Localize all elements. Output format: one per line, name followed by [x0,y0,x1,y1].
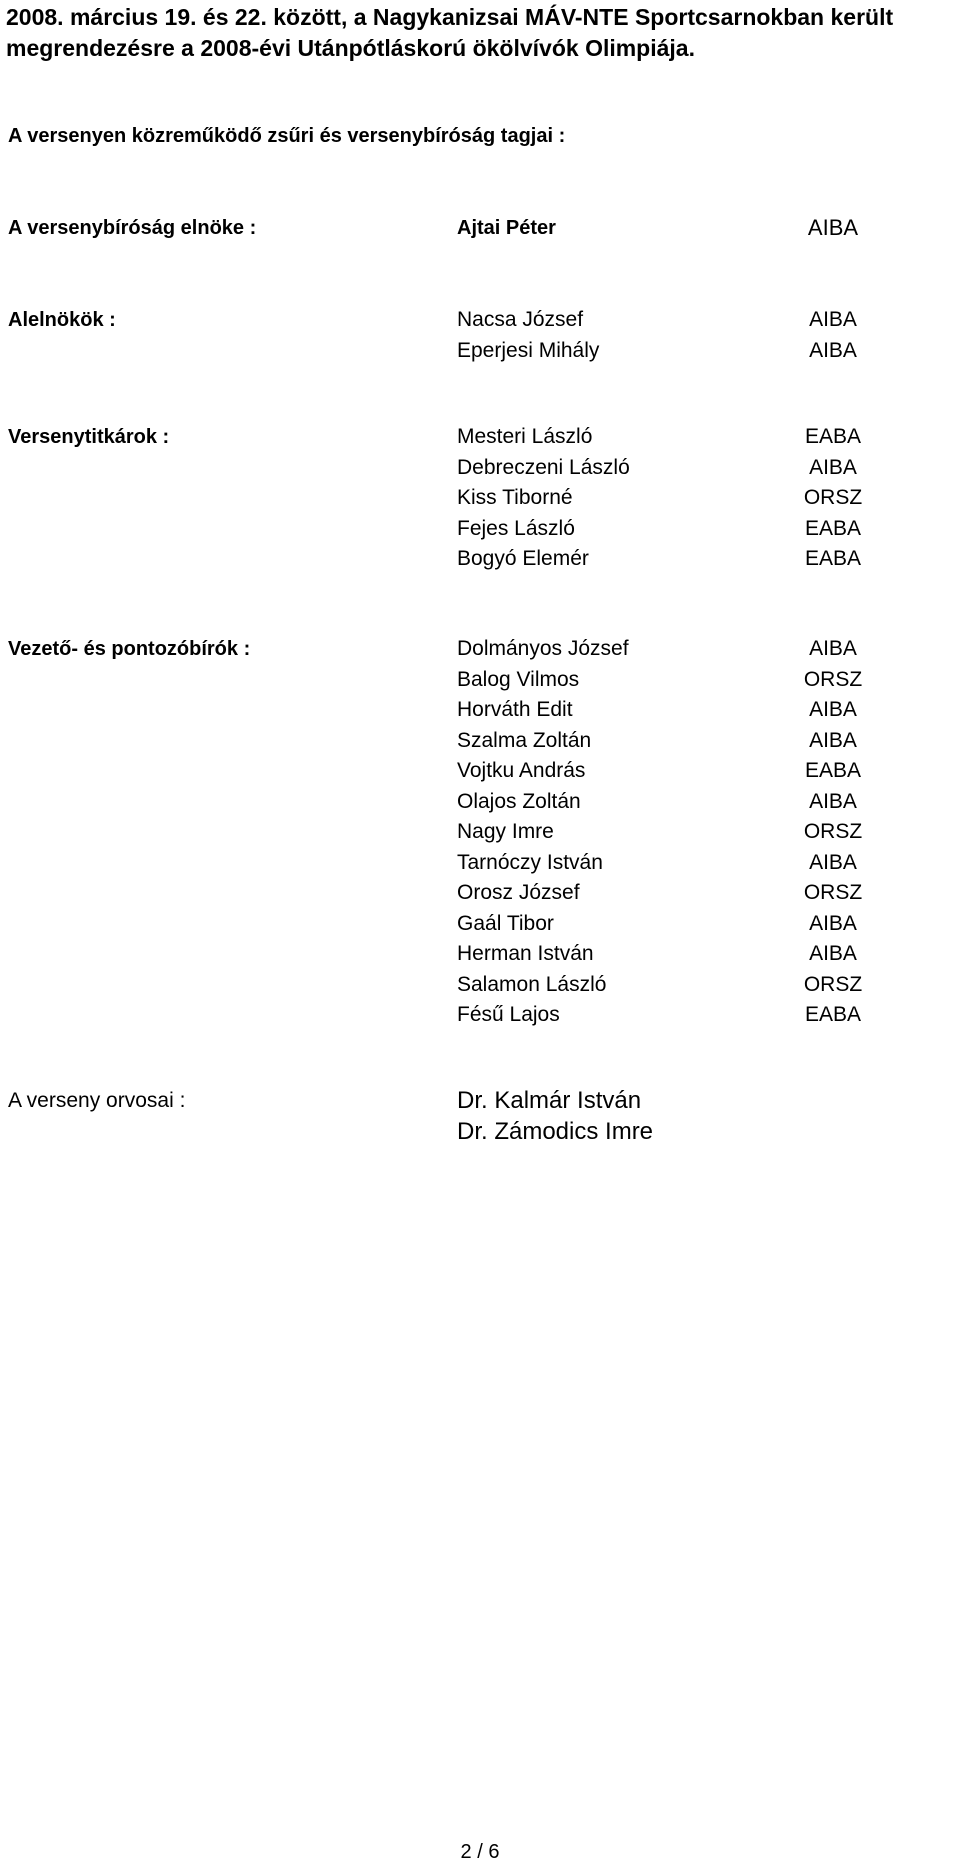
jury-subtitle: A versenyen közreműködő zsűri és versenybíróság tagjai : [8,125,566,147]
member-name: Salamon László [457,972,607,996]
list-item [0,634,960,665]
secretaries-label: Versenytitkárok : [8,426,170,448]
member-name: Vojtku András [457,759,586,782]
list-item [0,726,960,757]
member-name: Fejes László [457,516,575,540]
list-item [0,817,960,848]
member-name: Herman István [457,942,594,965]
list-item [0,848,960,879]
list-item [0,756,960,787]
list-item [0,1086,960,1117]
member-name: Balog Vilmos [457,667,580,691]
list-item [0,1117,960,1148]
doctor-name: Dr. Zámodics Imre [457,1117,654,1145]
member-org: AIBA [809,698,857,721]
member-org: AIBA [809,850,857,874]
member-org: ORSZ [803,881,863,904]
member-org: ORSZ [803,486,863,509]
member-org: EABA [804,516,862,540]
list-item [0,695,960,726]
member-name: Eperjesi Mihály [457,338,600,362]
judges-list [0,634,960,1031]
president-section [0,213,960,244]
list-item [0,909,960,940]
page-number: 2 / 6 [460,1841,500,1863]
list-item [0,787,960,818]
secretaries-list [0,422,960,575]
list-item [0,514,960,545]
vice-presidents-label: Alelnökök : [8,309,116,331]
doctors-list [0,1086,960,1147]
member-org: AIBA [809,637,857,660]
list-item [0,544,960,575]
member-name: Tarnóczy István [457,850,603,874]
list-item [0,665,960,696]
member-name: Horváth Edit [457,698,573,721]
member-name: Szalma Zoltán [457,728,592,752]
heading-line-2: megrendezésre a 2008-évi Utánpótláskorú ökölvívók Olimpiája. [6,35,695,61]
president-label: A versenybíróság elnöke : [8,217,257,239]
doctor-name: Dr. Kalmár István [457,1087,642,1114]
member-name: Debreczeni László [457,455,630,479]
doctors-label: A verseny orvosai : [8,1089,186,1112]
judges-label: Vezető- és pontozóbírók : [8,638,251,660]
list-item [0,453,960,484]
document-heading [6,2,956,64]
heading-line-1: 2008. március 19. és 22. között, a Nagykanizsai MÁV-NTE Sportcsarnokban került [6,4,894,30]
member-name: Dolmányos József [457,637,629,660]
member-org: AIBA [809,455,857,479]
member-name: Nagy Imre [457,820,554,843]
list-item [0,305,960,336]
member-org: AIBA [809,338,857,362]
president-org: AIBA [807,215,859,240]
member-name: Bogyó Elemér [457,547,589,570]
list-item [0,483,960,514]
member-name: Fésű Lajos [457,1003,560,1026]
member-name: Olajos Zoltán [457,789,581,813]
president-row [0,213,960,244]
list-item [0,1000,960,1031]
president-name: Ajtai Péter [457,217,556,239]
member-org: ORSZ [803,667,863,691]
member-org: EABA [804,1003,862,1026]
list-item [0,422,960,453]
member-org: ORSZ [803,820,863,843]
member-org: EABA [804,425,862,448]
member-name: Mesteri László [457,425,593,448]
member-org: ORSZ [803,972,863,996]
member-name: Orosz József [457,881,580,904]
member-name: Gaál Tibor [457,911,554,935]
list-item [0,878,960,909]
vice-presidents-list [0,305,960,366]
list-item [0,336,960,367]
member-org: AIBA [809,308,857,331]
member-org: AIBA [809,728,857,752]
member-name: Kiss Tiborné [457,486,573,509]
member-org: EABA [804,547,862,570]
list-item [0,970,960,1001]
list-item [0,939,960,970]
member-org: AIBA [809,789,857,813]
member-name: Nacsa József [457,308,584,331]
member-org: EABA [804,759,862,782]
member-org: AIBA [809,911,857,935]
member-org: AIBA [809,942,857,965]
